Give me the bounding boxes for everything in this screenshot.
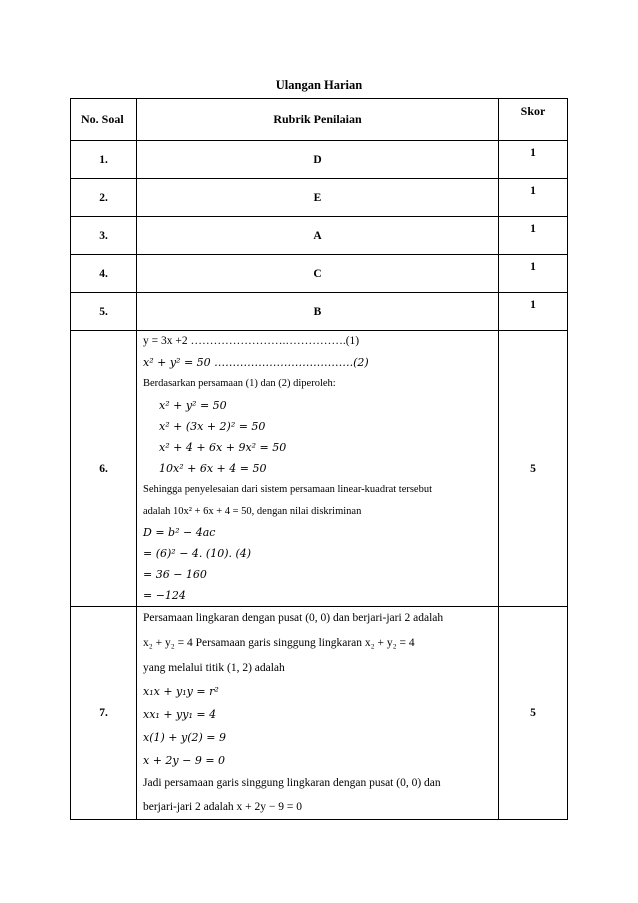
rubric-line: x² + y² = 50 ……………………….……….(2) [143,356,369,370]
score-value: 1 [499,255,568,293]
rubric-line: y = 3x +2 …………………….…………….(1) [143,335,360,347]
rubric-line: 10x² + 6x + 4 = 50 [159,462,267,476]
answer-key: D [137,141,499,179]
rubric-line: Jadi persamaan garis singgung lingkaran dengan pusat (0, 0) dan [143,777,441,790]
table-row [71,141,568,179]
rubric-line: x(1) + y(2) = 9 [143,731,226,745]
rubric-line: Berdasarkan persamaan (1) dan (2) diperoleh: [143,378,336,390]
rubric-line: x² + (3x + 2)² = 50 [159,419,266,433]
answer-key: B [137,293,499,331]
table-row [71,293,568,331]
rubric-line: = 36 − 160 [143,568,207,582]
score-value: 1 [499,179,568,217]
score-value: 5 [499,607,568,820]
page-title: Ulangan Harian [275,78,363,92]
question-number: 5. [71,293,137,331]
table-row [71,217,568,255]
question-number: 1. [71,141,137,179]
table-row-q7 [71,607,568,820]
table-row [71,255,568,293]
answer-key: A [137,217,499,255]
header-no-soal: No. Soal [71,99,137,141]
question-number: 3. [71,217,137,255]
score-value: 1 [499,217,568,255]
grading-table [70,98,568,820]
rubric-line: = −124 [143,589,186,603]
question-number: 6. [71,331,137,607]
rubric-line: = (6)² − 4. (10). (4) [143,546,252,560]
rubric-line: x² + 4 + 6x + 9x² = 50 [159,440,287,454]
question-number: 2. [71,179,137,217]
header-skor: Skor [499,99,568,141]
rubric-line: D = b² − 4ac [143,525,216,539]
question-number: 4. [71,255,137,293]
table-header-row [71,99,568,141]
rubric-line: yang melalui titik (1, 2) adalah [143,662,285,675]
rubric-line: adalah 10x² + 6x + 4 = 50, dengan nilai diskriminan [143,505,362,517]
rubric-line: x + 2y − 9 = 0 [143,754,226,768]
rubric-line: Sehingga penyelesaian dari sistem persamaan linear-kuadrat tersebut [143,484,433,496]
score-value: 1 [499,293,568,331]
score-value: 1 [499,141,568,179]
header-rubrik: Rubrik Penilaian [137,99,499,141]
rubric-q7 [137,607,499,820]
rubric-line: Persamaan lingkaran dengan pusat (0, 0) dan berjari-jari 2 adalah [143,612,444,625]
rubric-line: xx₁ + yy₁ = 4 [143,708,217,722]
answer-key: C [137,255,499,293]
rubric-line: berjari-jari 2 adalah x + 2y − 9 = 0 [143,801,303,814]
question-number: 7. [71,607,137,820]
score-value: 5 [499,331,568,607]
rubric-line: x² + y² = 50 [159,398,227,412]
rubric-q6 [137,331,499,607]
table-row-q6 [71,331,568,607]
table-row [71,179,568,217]
rubric-line: x₂ + y₂ = 4 Persamaan garis singgung lingkaran x₂ + y₂ = 4 [143,637,415,650]
rubric-line: x₁x + y₁y = r² [143,685,219,699]
answer-key: E [137,179,499,217]
